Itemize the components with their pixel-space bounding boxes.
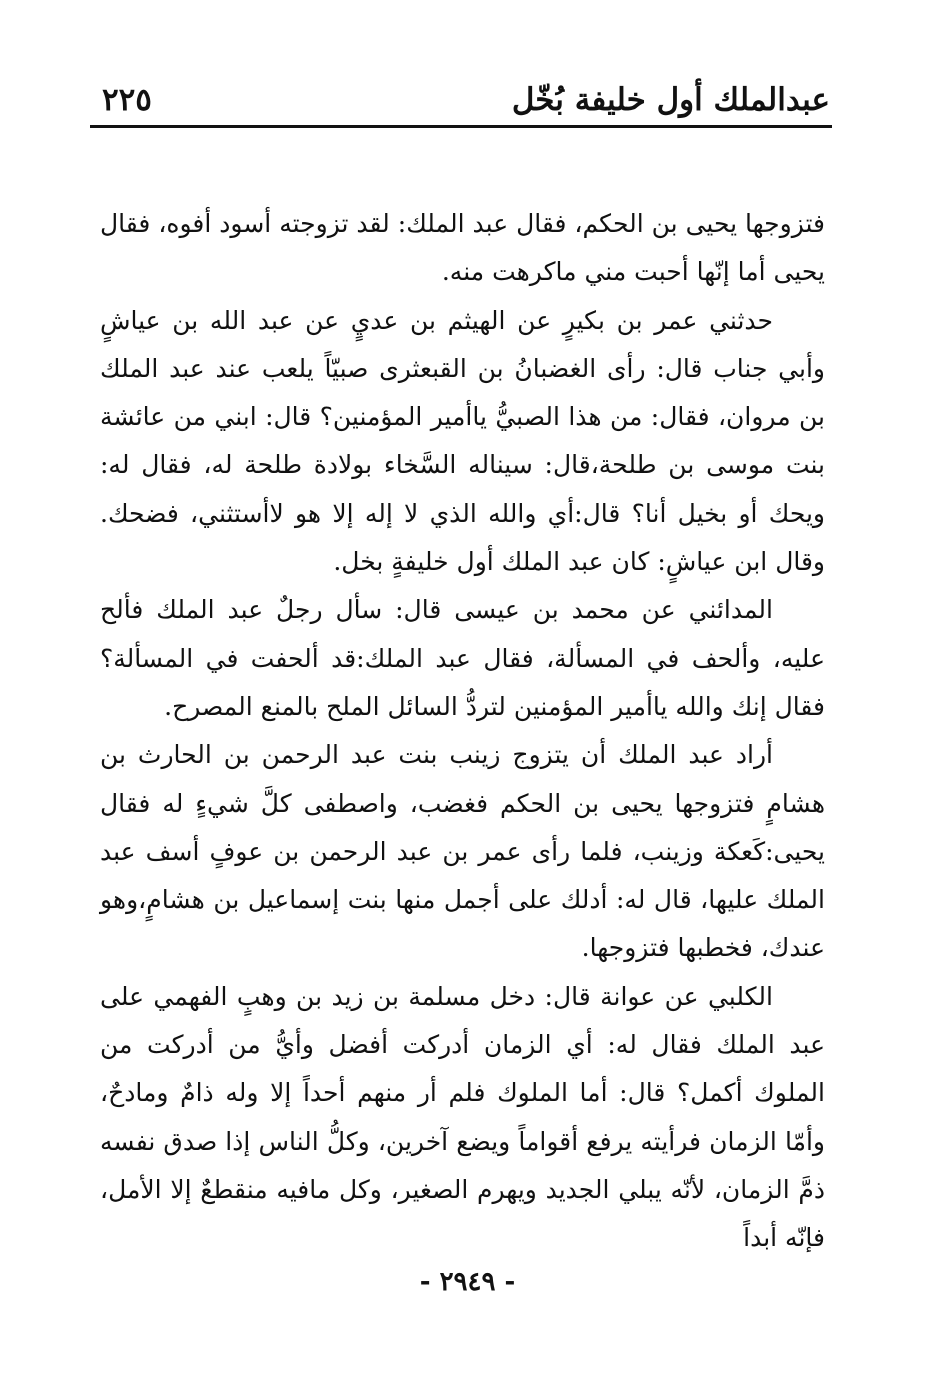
body-text xyxy=(100,200,825,1263)
page-header xyxy=(90,78,830,126)
paragraph: المدائني عن محمد بن عيسى قال: سأل رجلٌ عبد الملك فألح عليه، وألحف في المسألة، فقال عبد الملك:قد ألحفت في المسألة؟ فقال إنك والله ياأمير المؤمنين لتردُّ السائل الملح بالمنع المصرح. xyxy=(100,595,825,721)
footer-page-marker: - ٢٩٤٩ - xyxy=(419,1267,516,1297)
running-title: عبدالملك أول خليفة بُخّل xyxy=(511,82,830,118)
header-rule xyxy=(90,125,832,128)
paragraph: فتزوجها يحيى بن الحكم، فقال عبد الملك: لقد تزوجته أسود أفوه، فقال يحيى أما إنّها أحبت مني ماكرهت منه. xyxy=(100,209,825,287)
paragraph: حدثني عمر بن بكيرٍ عن الهيثم بن عديٍ عن عبد الله بن عياشٍ وأبي جناب قال: رأى الغضبانُ بن القبعثرى صبيّاً يلعب عند عبد الملك بن مروان، فقال: من هذا الصبيُّ ياأمير المؤمنين؟ قال: ابني من عائشة بنت موسى بن طلحة،قال: سيناله السَّخاء بولادة طلحة له، فقال له: ويحك أو بخيل أنا؟ قال:أي والله الذي لا إله إلا هو لاأستثني، فضحك. وقال ابن عياشٍ: كان عبد الملك أول خليفةٍ بخل. xyxy=(100,305,825,577)
page-number: ٢٢٥ xyxy=(102,82,152,118)
paragraph: أراد عبد الملك أن يتزوج زينب بنت عبد الرحمن بن الحارث بن هشامٍ فتزوجها يحيى بن الحكم فغضب، واصطفى كلَّ شيءٍ له فقال يحيى:كَعكة وزينب، فلما رأى عمر بن عبد الرحمن بن عوفٍ أسف عبد الملك عليها، قال له: أدلك على أجمل منها بنت إسماعيل بن هشامٍ،وهو عندك، فخطبها فتزوجها. xyxy=(100,740,825,963)
paragraph: الكلبي عن عوانة قال: دخل مسلمة بن زيد بن وهبٍ الفهمي على عبد الملك فقال له: أي الزمان أدركت أفضل وأيُّ من أدركت من الملوك أكمل؟ قال: أما الملوك فلم أر منهم أحداً إلا وله ذامٌ ومادحٌ، وأمّا الزمان فرأيته يرفع أقواماً ويضع آخرين، وكلُّ الناس إذا صدق نفسه ذمَّ الزمان، لأنّه يبلي الجديد ويهرم الصغير، وكل مافيه منقطعٌ إلا الأمل، فإنّه أبداً xyxy=(100,981,826,1253)
